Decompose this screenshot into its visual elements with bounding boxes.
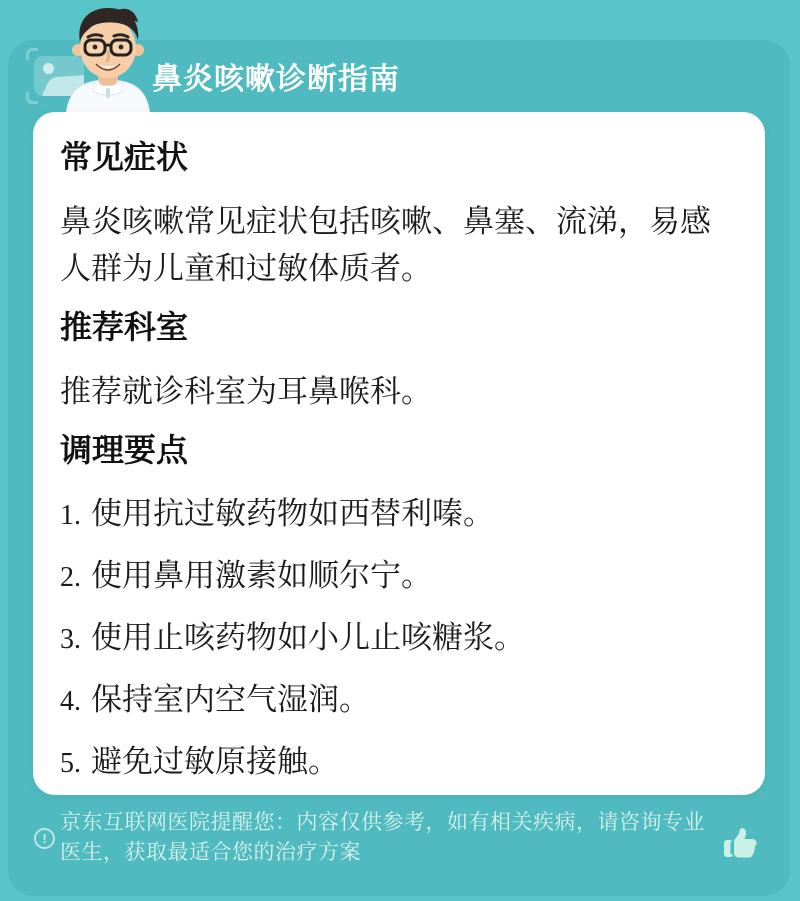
department-text: 推荐就诊科室为耳鼻喉科。 xyxy=(60,374,432,409)
symptoms-text: 鼻炎咳嗽常见症状包括咳嗽、鼻塞、流涕，易感人群为儿童和过敏体质者。 xyxy=(60,204,711,286)
disclaimer-line-1: 京东互联网医院提醒您：内容仅供参考，如有相关疾病，请咨询专业 xyxy=(60,811,705,834)
section-heading-care: 调理要点 xyxy=(60,432,189,468)
care-list xyxy=(60,495,735,783)
list-item-text: 保持室内空气湿润。 xyxy=(91,682,370,717)
list-item-text: 避免过敏原接触。 xyxy=(91,744,339,779)
list-item xyxy=(60,495,735,535)
list-item-number: 2. xyxy=(60,562,81,593)
doctor-avatar xyxy=(56,4,160,116)
list-item xyxy=(60,681,735,721)
doctor-avatar-illustration xyxy=(56,4,160,116)
image-icon-dot xyxy=(43,63,54,74)
diagnosis-card xyxy=(33,112,765,795)
list-item xyxy=(60,743,735,783)
disclaimer-text xyxy=(60,808,705,868)
list-item-number: 4. xyxy=(60,686,81,717)
section-heading-symptoms: 常见症状 xyxy=(60,139,189,175)
list-item-text: 使用止咳药物如小儿止咳糖浆。 xyxy=(91,620,525,655)
disclaimer-line-2: 医生，获取最适合您的治疗方案 xyxy=(60,841,361,864)
info-icon: ! xyxy=(34,828,55,849)
list-item-number: 1. xyxy=(60,500,81,531)
list-item-text: 使用抗过敏药物如西替利嗪。 xyxy=(91,496,494,531)
list-item xyxy=(60,557,735,597)
thumbs-up-icon[interactable] xyxy=(722,824,760,862)
list-item xyxy=(60,619,735,659)
list-item-number: 3. xyxy=(60,624,81,655)
message-title: 鼻炎咳嗽诊断指南 xyxy=(152,63,400,96)
list-item-text: 使用鼻用激素如顺尔宁。 xyxy=(91,558,432,593)
list-item-number: 5. xyxy=(60,748,81,779)
section-heading-department: 推荐科室 xyxy=(60,309,189,345)
disclaimer-row xyxy=(34,808,734,868)
